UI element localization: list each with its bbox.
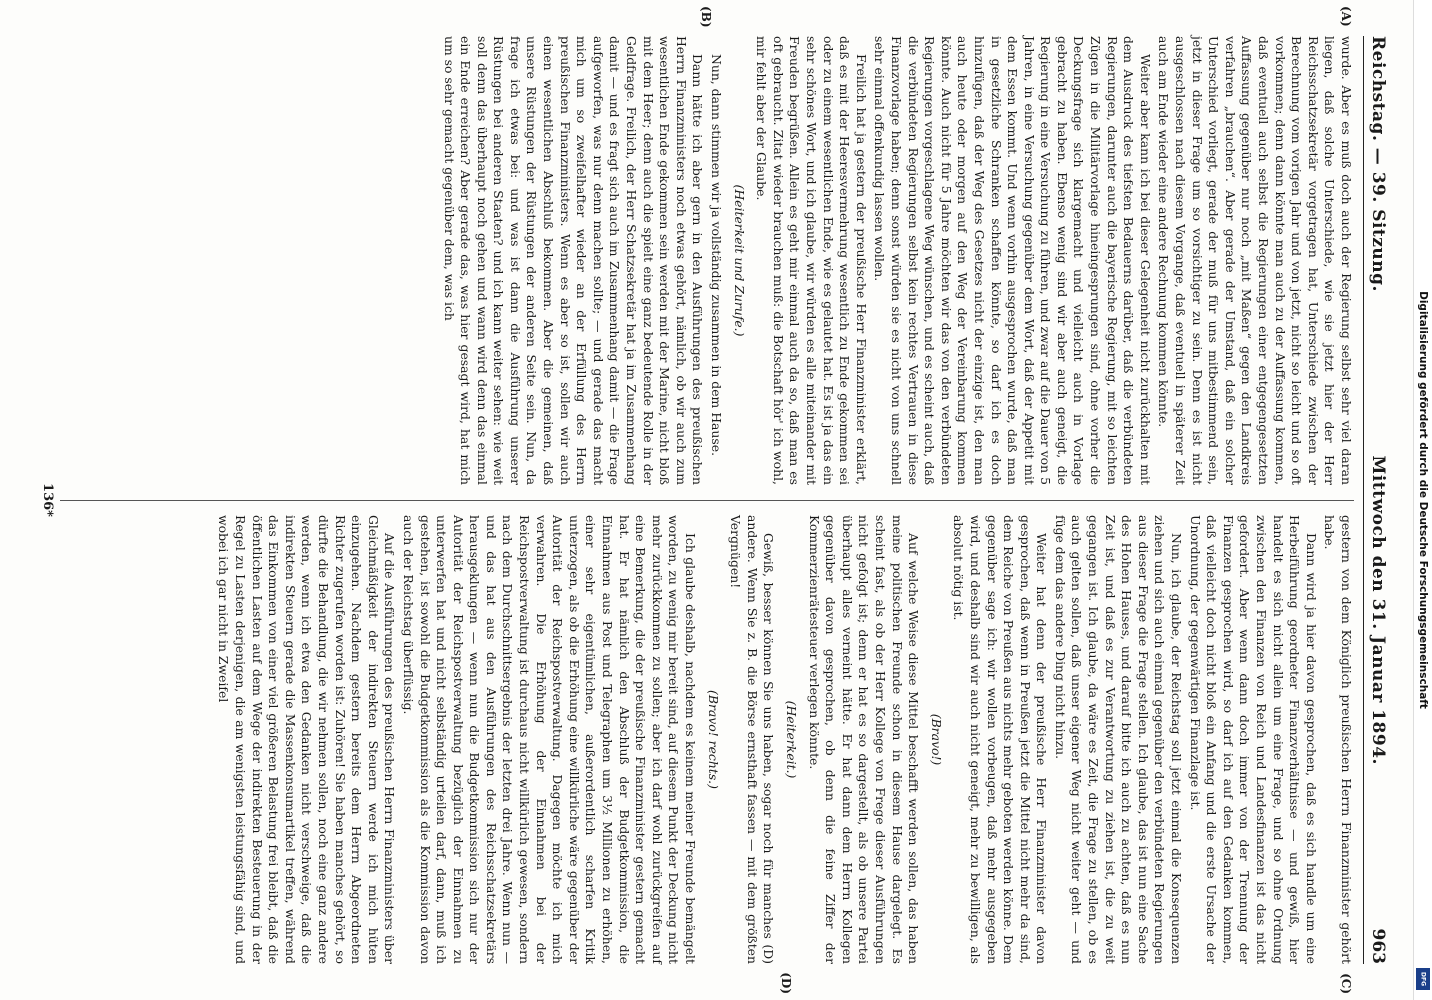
paragraph: Weiter aber kann ich bei dieser Gelegenheit nicht zurückhalten mit dem Ausdruck des tiefsten Bedauerns darüber, daß die verbündeten Regierungen, darunter auch die bayerische Regierung, mit so leichten Zügen in die Militärvorlage hineingesprungen sind, ohne vorher die Deckungsfrage sich klargemacht und vielleicht auch in Vorlage gebracht zu haben. Ebenso wenig sind wir aber auch geneigt, die Regierung in eine Versuchung zu führen, und zwar auf die Dauer von 5 Jahren, in eine Versuchung gegenüber dem Wort, daß der Appetit mit dem Essen kommt. Und wenn vorhin ausgesprochen wurde, daß man in gesetzliche Schranken schaffen könnte, so darf ich es doch hinzufügen, daß der Weg des Gesetzes nicht der einzige ist, den man auch heute oder morgen auf den Weg der Vereinbarung kommen könnte. Auch nicht für 5 Jahre möchten wir das von den verbündeten Regierungen vorgeschlagene Weg wünschen, und es scheint auch, daß die verbündeten Regierungen selbst kein rechtes Vertrauen in diese Finanzvorlage haben; denn sonst würden sie es nicht von uns schnell sehr einmal offenkundig lassen wollen. xyxy=(872,36,1153,485)
paragraph: Nun, dann stimmen wir ja vollständig zusammen in dem Hause. xyxy=(709,54,725,457)
margin-marker-c: (C) xyxy=(1339,973,1353,994)
interjection: (Bravo!) xyxy=(928,713,944,766)
interjection: (Heiterkeit und Zurufe.) xyxy=(731,184,747,337)
digitization-strip xyxy=(1413,0,1432,1000)
paragraph: Dann wird ja hier davon gesprochen, daß es sich handle um eine Herbeiführung geordneter Finanzverhältnisse — und gewiß, hier handelt es sich nicht allein um eine Frage, und so ohne Ordnung zwischen den Finanzen von Reich und Landesfinanzen ist das nicht gefordert. Aber wenn dann doch immer von der Trennung der Finanzen gesprochen wird, so darf ich auf den Gedanken kommen, daß vielleicht doch nicht bloß ein Anfang und die erste Ursache der Unordnung, der gegenwärtigen Finanzlage ist. xyxy=(1187,515,1319,964)
margin-marker-d: (D) xyxy=(779,972,793,994)
left-column xyxy=(78,6,1354,485)
paragraph: Dann hätte ich aber gern in den Ausführungen des preußischen Herrn Finanzministers noch etwas gehört, nämlich, ob wir auch zum wesentlichen Ende gekommen sein werden mit der Marine, nicht bloß mit dem Heer; denn auch die spielt eine ganz bedeutende Rolle in der Geldfrage. Freilich, der Herr Schatzsekretär hat ja im Zusammenhang damit — und es fragt sich auch im Zusammenhang damit — die Frage aufgeworfen, was nur denn machen sollte; — und gerade das macht mich um so zweifelhafter wieder an der Erfüllung des Herrn preußischen Finanzministers. Wenn es aber so ist, sollen wir auch einen wesentlichen Abschluß bekommen. Aber die gemeinen, daß unsere Rüstungen der Rüstungen der anderen Seite sein. Nun, da frage ich etwas bei: und was ist dann die Ausführung unserer Rüstungen bei anderen Staaten? und ich kann weiter sehen: wie weit soll denn das überhaupt noch gehen und wann wird denn das einmal ein Ende erreichen? Aber gerade das, was hier gesagt wird, hat mich um so sehr gemacht gegenüber dem, was ich xyxy=(441,36,706,485)
interjection: (Bravo! rechts.) xyxy=(705,690,721,789)
paragraph: Weiter hat denn der preußische Herr Finanzminister davon gesprochen, daß wenn in Preußen jetzt die Mittel nicht mehr da sind, dem Reiche von Preußen aus nichts mehr geboten werden könne. Dem gegenüber sage ich: wir wollen vorbeugen, daß mehr ausgegeben wird, und deshalb sind wir auch nicht geneigt, mehr zu bewilligen, als absolut nötig ist. xyxy=(951,515,1050,964)
right-column xyxy=(78,515,1354,994)
interjection: (Heiterkeit.) xyxy=(784,700,799,779)
margin-marker-a: (A) xyxy=(1339,6,1353,27)
paragraph: Nun, ich glaube, der Reichstag soll jetzt einmal die Konsequenzen ziehen und sich auch einmal gegenüber den verbündeten Regierungen aus dieser Frage die Frage stellen. Ich glaube, das ist nun eine Sache des Hohen Hauses, und darauf bitte ich auch zu achten, daß es nun Zeit ist, und daß es zur Verantwortung zu ziehen ist, die zu weit gegangen ist. Ich glaube, da wäre es Zeit, die Frage zu stellen, ob es auch gelten sollen, daß unser eigener Weg nicht weiter geht — und füge dem das andere Ding nicht hinzu. xyxy=(1052,515,1185,964)
digitization-note: Digitalisierung gefördert durch die Deutsche Forschungsgemeinschaft xyxy=(1417,291,1429,709)
signature-mark: 136* xyxy=(40,483,55,517)
header-session: Reichstag. — 39. Sitzung. xyxy=(1368,36,1388,292)
dfg-logo-icon: DFG xyxy=(1416,968,1430,990)
header-date: Mittwoch den 31. Januar 1894. xyxy=(1368,455,1388,765)
margin-marker-b: (B) xyxy=(699,6,713,28)
paragraph: wurde. Aber es muß doch auch der Regierung selbst sehr viel daran liegen, daß solche Unterschiede, wie sie jetzt hier der Herr Reichsschatzsekretär vorgetragen hat, Unterschiede zwischen der Berechnung vom vorigen Jahr und von jetzt, nicht so leicht und so oft vorkommen; denn dann könnte man auch zu der Auffassung kommen, daß eventuell auch selbst die Regierungen einer entgegengesetzten Auffassung gegenüber nur noch „mit Maßen“ gegen den Landkreis verfahren „brauchen“. Aber gerade der Umstand, daß ein solcher Unterschied vorliegt, gerade der muß für uns mitbestimmend sein, jetzt in dieser Frage um so vorsichtiger zu sein. Denn es ist nicht ausgeschlossen nach diesem Vorgange, daß eventuell in späterer Zeit auch am Ende wieder eine andere Rechnung kommen könnte. xyxy=(1156,36,1354,485)
header-page-number: 963 xyxy=(1368,928,1388,964)
paragraph: gestern von dem Königlich preußischen Herrn Finanzminister gehört habe. xyxy=(1322,515,1354,964)
paragraph: Ich glaube deshalb, nachdem es keinem meiner Freunde bemängelt worden, zu wenig mir bereit sind, auf diesem Punkt der Deckung nicht mehr zurückkommen zu sollen; aber ich darf wohl zurückgreifen auf eine Bemerkung, die der preußische Finanzminister gestern gemacht hat. Er hat nämlich den Abschluß der Budgetkommission, die Einnahmen aus Post und Telegraphen um 3½ Millionen zu erhöhen, einer sehr eigentümlichen, außerordentlich scharfen Kritik unterzogen, als ob die Erhöhung eine willkürliche wäre gegenüber der Autorität der Reichspostverwaltung. Dagegen möchte ich mich verwahren. Die Erhöhung der Einnahmen bei der Reichspostverwaltung ist durchaus nicht willkürlich gewesen, sondern nach dem Durchschnittsergebnis der letzten drei Jahre. Wenn nun — und das hat aus den Ausführungen des Reichsschatzsekretärs herausgeklungen — wenn nun die Budgetkommission sich nur der Autorität der Reichspostverwaltung bezüglich der Einnahmen zu unterwerfen hat und nicht selbständig urteilen darf, dann, muß ich gestehen, ist sowohl die Budgetkommission als die Kommission davon auch der Reichstag überflüssig. xyxy=(400,515,699,964)
paragraph: Freilich hat ja gestern der preußische Herr Finanzminister erklärt, daß es mit der Heeresvermehrung wesentlich zu Ende gekommen sei oder zu einem wesentlichen Ende, wie es gelautet hat. Es ist ja das ein sehr schönes Wort, und ich glaube, wir würden es alle miteinander mit Freuden begrüßen. Allein es geht mir einmal auch da so, daß man es oft gebraucht. Zitat wieder brauchen muß: die Botschaft hör' ich wohl, mir fehlt aber der Glaube. xyxy=(754,36,869,485)
page-header xyxy=(1363,36,1402,964)
text-columns xyxy=(78,6,1354,994)
paragraph: Gewiß, besser können Sie uns haben, sogar noch für manches (D) andere. Wenn Sie z. B. die Börse ernsthaft fassen — mit dem größten Vergnügen! xyxy=(728,515,777,964)
paragraph: Auf die Ausführungen des preußischen Herrn Finanzministers über Gleichmäßigkeit der indirekten Steuern werde ich mich hüten einzugehen. Nachdem gestern bereits dem Herrn Abgeordneten Richter zugerufen worden ist: Zuhören! Sie haben manches gehört, so dürfte die Behandlung, die wir nehmen sollen, noch eine ganz andere werden, wenn ich etwa den Gedanken nicht verschweige, daß die indirekten Steuern gerade die Massenkonsumartikel treffen, während das Einkommen von einer viel größeren Belastung frei bleibt, daß die öffentlichen Lasten auf dem Wege der indirekten Besteuerung in der Regel zu Lasten derjenigen, die am wenigsten leistungsfähig sind, und wobei ich gar nicht in Zweifel xyxy=(216,515,398,964)
paragraph: Auf welche Weise diese Mittel beschafft werden sollen, das haben meine politischen Freunde schon in diesem Hause dargelegt. Es scheint fast, als ob der Herr Kollege von Frege dieser Ausführungen nicht gefolgt ist; denn er hat es so dargestellt, als ob unsere Partei überhaupt alles verneint hätte. Er hat dann dem Herrn Kollegen gegenüber davon gesprochen, ob denn die feine Ziffer der Kommerzienrätesteuer verlegen könnte. xyxy=(806,515,922,964)
